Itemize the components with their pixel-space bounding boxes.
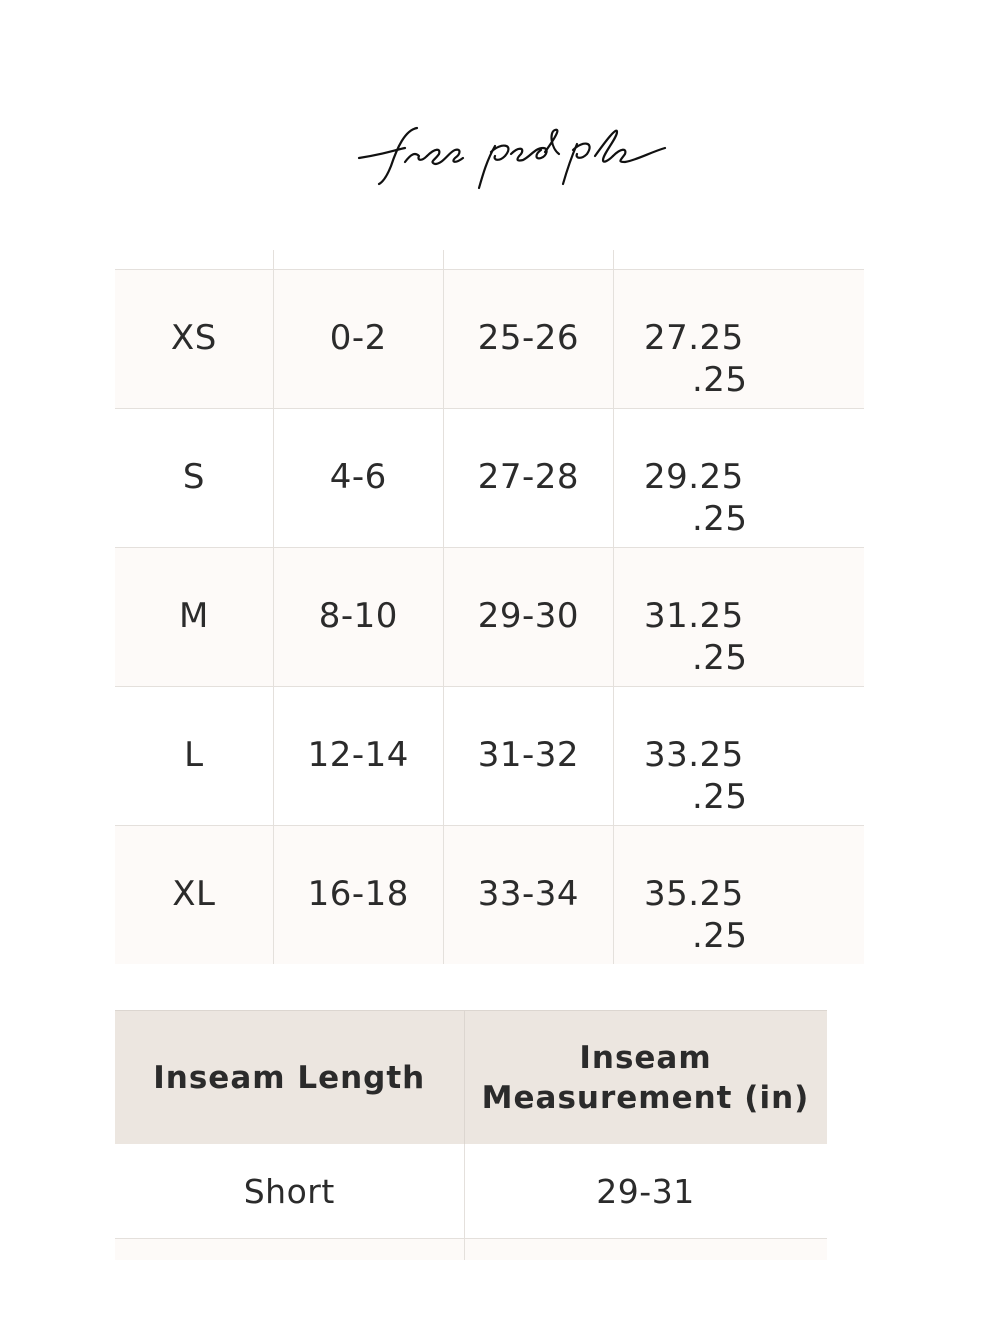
- waist-cell: [443, 548, 613, 687]
- waist-cell: [443, 270, 613, 409]
- table-row: [115, 548, 864, 687]
- size-label: L: [184, 735, 204, 775]
- us-size-cell: [273, 409, 443, 548]
- waist-cell: [443, 687, 613, 826]
- us-size-value: 8-10: [318, 596, 398, 636]
- hip-value-continued: .25: [691, 638, 748, 678]
- inseam-measurement-header: [464, 1011, 827, 1145]
- table-row: [115, 409, 864, 548]
- hip-value-continued: .25: [691, 777, 748, 817]
- inseam-measurement-value: 29-31: [596, 1171, 695, 1211]
- size-chart: [115, 250, 864, 964]
- hip-cell: [613, 409, 864, 548]
- inseam-measurement-header-line1: Inseam: [579, 1039, 712, 1076]
- us-size-cell: [273, 687, 443, 826]
- table-row: [115, 270, 864, 409]
- hip-value-continued: .25: [691, 916, 748, 956]
- waist-cell: [443, 409, 613, 548]
- inseam-chart: [115, 1010, 827, 1260]
- header-stub-cell: [443, 250, 613, 270]
- hip-value-continued: .25: [691, 360, 748, 400]
- size-label: M: [178, 596, 209, 636]
- table-row: [115, 1144, 827, 1239]
- free-people-logo: [355, 118, 670, 198]
- inseam-header-row: [115, 1011, 827, 1145]
- size-cell: [115, 270, 273, 409]
- size-label: XL: [172, 874, 216, 914]
- free-people-logo-icon: [355, 118, 670, 198]
- inseam-length-header-text: Inseam Length: [153, 1059, 426, 1096]
- inseam-stub-cell: [115, 1239, 464, 1261]
- inseam-length-header: [115, 1011, 464, 1145]
- inseam-chart-table: [115, 1010, 827, 1260]
- us-size-value: 16-18: [307, 874, 409, 914]
- hip-value-continued: .25: [691, 499, 748, 539]
- size-cell: [115, 687, 273, 826]
- size-cell: [115, 548, 273, 687]
- waist-value: 33-34: [477, 874, 580, 914]
- waist-cell: [443, 826, 613, 965]
- us-size-value: 4-6: [329, 457, 387, 497]
- header-stub-cell: [613, 250, 864, 270]
- header-stub-cell: [115, 250, 273, 270]
- inseam-measurement-cell: [464, 1144, 827, 1239]
- hip-value: 33.25: [643, 735, 744, 775]
- waist-value: 29-30: [477, 596, 580, 636]
- header-stub-cell: [273, 250, 443, 270]
- inseam-stub-cell: [464, 1239, 827, 1261]
- us-size-value: 12-14: [307, 735, 409, 775]
- us-size-value: 0-2: [329, 318, 387, 358]
- inseam-length-value: Short: [243, 1171, 335, 1211]
- hip-cell: [613, 548, 864, 687]
- hip-value: 35.25: [643, 874, 744, 914]
- size-label: S: [182, 457, 205, 497]
- waist-value: 27-28: [477, 457, 580, 497]
- hip-cell: [613, 687, 864, 826]
- size-cell: [115, 826, 273, 965]
- hip-value: 27.25: [643, 318, 744, 358]
- size-cell: [115, 409, 273, 548]
- us-size-cell: [273, 826, 443, 965]
- hip-cell: [613, 826, 864, 965]
- table-row-partial: [115, 1239, 827, 1261]
- hip-cell: [613, 270, 864, 409]
- hip-value: 31.25: [643, 596, 744, 636]
- size-chart-header-stub: [115, 250, 864, 270]
- inseam-length-cell: [115, 1144, 464, 1239]
- hip-value: 29.25: [643, 457, 744, 497]
- waist-value: 25-26: [477, 318, 580, 358]
- us-size-cell: [273, 548, 443, 687]
- size-label: XS: [170, 318, 217, 358]
- inseam-measurement-header-line2: Measurement (in): [481, 1079, 810, 1116]
- table-row: [115, 687, 864, 826]
- waist-value: 31-32: [477, 735, 580, 775]
- table-row: [115, 826, 864, 965]
- size-chart-table: [115, 250, 864, 964]
- us-size-cell: [273, 270, 443, 409]
